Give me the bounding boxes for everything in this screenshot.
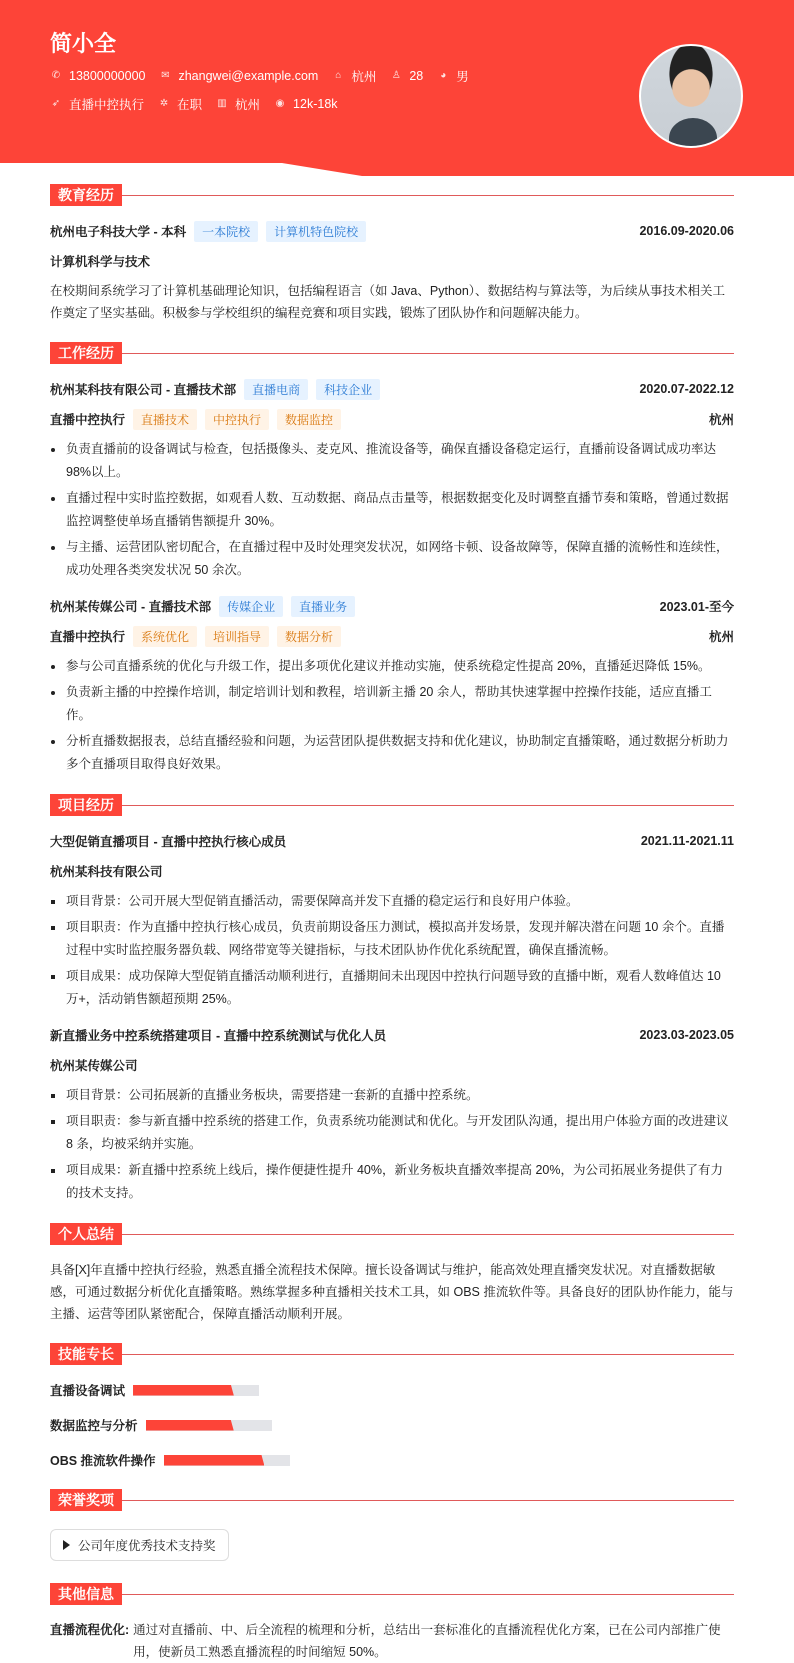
section-title: 技能专长: [50, 1343, 122, 1365]
divider: [122, 1594, 734, 1595]
skill-name: OBS 推流软件操作: [50, 1454, 156, 1468]
project-company: 杭州某科技有限公司: [50, 865, 163, 879]
triangle-icon: [63, 1540, 70, 1550]
send-icon: ➶: [51, 98, 61, 109]
mail-icon: ✉: [161, 70, 170, 81]
city: 杭州: [708, 413, 734, 427]
expected-salary: 12k-18k: [293, 97, 338, 111]
role-row: [50, 408, 734, 430]
phone: 13800000000: [69, 69, 146, 83]
target-city: 杭州: [235, 98, 261, 112]
tag: 直播电商: [244, 379, 308, 400]
section-awards: [50, 1489, 734, 1511]
project-company: 杭州某传媒公司: [50, 1059, 138, 1073]
bullet-list: [50, 655, 734, 776]
skill-bar: [164, 1455, 290, 1466]
location: 杭州: [351, 70, 377, 84]
bullet: 项目职责：作为直播中控执行核心成员，负责前期设备压力测试，模拟高并发场景，发现并解决潜在问题 10 余个。直播过程中实时监控服务器负载、网络带宽等关键指标，与技术团队协作优化系统配置，确保直播流畅。: [50, 916, 734, 962]
target-position: 直播中控执行: [69, 98, 145, 112]
skill-name: 数据监控与分析: [50, 1419, 138, 1433]
bullet: 项目背景：公司拓展新的直播业务板块，需要搭建一套新的直播中控系统。: [50, 1084, 734, 1107]
bullet: 项目职责：参与新直播中控系统的搭建工作，负责系统功能测试和优化。与开发团队沟通，提出用户体验方面的改进建议 8 条，均被采纳并实施。: [50, 1110, 734, 1156]
skill-tag: 数据分析: [277, 626, 341, 647]
award-item: [50, 1529, 229, 1561]
section-title: 工作经历: [50, 342, 122, 364]
other-item: [50, 1619, 734, 1663]
other-value: 通过对直播前、中、后全流程的梳理和分析，总结出一套标准化的直播流程优化方案，已在公司内部推广使用，使新员工熟悉直播流程的时间缩短 50%。: [133, 1623, 721, 1659]
job-intent-row: [50, 95, 352, 113]
role: 直播中控执行: [50, 630, 126, 644]
section-projects: [50, 794, 734, 816]
gender: 男: [456, 70, 469, 84]
skill-item: [50, 1449, 402, 1471]
skill-item: [50, 1414, 402, 1436]
divider: [122, 1354, 734, 1355]
gender-icon: ◕: [440, 70, 447, 81]
role-row: [50, 625, 734, 647]
work-header-row: [50, 595, 734, 617]
skill-tag: 系统优化: [133, 626, 197, 647]
bullet: 负责新主播的中控操作培训，制定培训计划和教程，培训新主播 20 余人，帮助其快速掌握中控操作技能，适应直播工作。: [50, 681, 734, 727]
project-header-row: [50, 1024, 734, 1046]
skill-tag: 中控执行: [205, 409, 269, 430]
section-education: [50, 184, 734, 206]
date: 2023.03-2023.05: [639, 1028, 734, 1042]
education-desc: 在校期间系统学习了计算机基础理论知识，包括编程语言（如 Java、Python）、数据结构与算法等，为后续从事技术相关工作奠定了坚实基础。积极参与学校组织的编程竞赛和项目实践，锻炼了团队协作和问题解决能力。: [50, 284, 726, 320]
bullet: 参与公司直播系统的优化与升级工作，提出多项优化建议并推动实施，使系统稳定性提高 20%，直播延迟降低 15%。: [50, 655, 734, 678]
project-header-row: [50, 830, 734, 852]
tag: 传媒企业: [219, 596, 283, 617]
major: 计算机科学与技术: [50, 255, 151, 269]
job-status: 在职: [177, 98, 203, 112]
skill-tag: 直播技术: [133, 409, 197, 430]
skill-bar-fill: [133, 1385, 234, 1396]
summary-text: 具备[X]年直播中控执行经验，熟悉直播全流程技术保障。擅长设备调试与维护，能高效处理直播突发状况。对直播数据敏感，可通过数据分析优化直播策略。熟练掌握多种直播相关技术工具，如 OBS 推流软件等。具备良好的团队协作能力，能与主播、运营等团队紧密配合，保障直播活动顺利开展。: [50, 1263, 734, 1321]
work-header-row: [50, 378, 734, 400]
project-company-row: [50, 860, 734, 882]
date: 2016.09-2020.06: [639, 224, 734, 238]
divider: [122, 353, 734, 354]
city: 杭州: [708, 630, 734, 644]
date: 2020.07-2022.12: [639, 382, 734, 396]
work-left: [50, 379, 380, 400]
section-title: 项目经历: [50, 794, 122, 816]
divider: [122, 195, 734, 196]
skill-tag: 培训指导: [205, 626, 269, 647]
bullet-list: [50, 890, 734, 1011]
divider: [122, 805, 734, 806]
bullet: 与主播、运营团队密切配合，在直播过程中及时处理突发状况，如网络卡顿、设备故障等，保障直播的流畅性和连续性，成功处理各类突发状况 50 余次。: [50, 536, 734, 582]
spacer: [50, 585, 734, 595]
role: 直播中控执行: [50, 413, 126, 427]
work-left: [50, 596, 355, 617]
project-name: 大型促销直播项目 - 直播中控执行核心成员: [50, 835, 287, 849]
home-icon: ⌂: [335, 70, 342, 81]
divider: [122, 1234, 734, 1235]
bullet: 项目背景：公司开展大型促销直播活动，需要保障高并发下直播的稳定运行和良好用户体验。: [50, 890, 734, 913]
bullet: 项目成果：新直播中控系统上线后，操作便捷性提升 40%，新业务板块直播效率提高 20%，为公司拓展业务提供了有力的技术支持。: [50, 1159, 734, 1205]
bullet-list: [50, 438, 734, 582]
avatar-photo: [639, 44, 743, 148]
company-name: 杭州某科技有限公司 - 直播技术部: [50, 383, 237, 397]
bullet: 项目成果：成功保障大型促销直播活动顺利进行，直播期间未出现因中控执行问题导致的直播中断，观看人数峰值达 10 万+，活动销售额超预期 25%。: [50, 965, 734, 1011]
resume-header: [0, 0, 794, 176]
bullet-list: [50, 1084, 734, 1205]
email: zhangwei@example.com: [178, 69, 319, 83]
status-icon: ✲: [159, 98, 169, 109]
section-title: 其他信息: [50, 1583, 122, 1605]
section-title: 个人总结: [50, 1223, 122, 1245]
phone-icon: ✆: [51, 70, 61, 81]
school-name: 杭州电子科技大学 - 本科: [50, 225, 187, 239]
skill-name: 直播设备调试: [50, 1384, 126, 1398]
divider: [122, 1500, 734, 1501]
role-left: [50, 409, 341, 430]
bullet: 分析直播数据报表，总结直播经验和问题，为运营团队提供数据支持和优化建议，协助制定直播策略，通过数据分析助力多个直播项目取得良好效果。: [50, 730, 734, 776]
tag: 计算机特色院校: [266, 221, 366, 242]
section-title: 荣誉奖项: [50, 1489, 122, 1511]
award-name: 公司年度优秀技术支持奖: [78, 1539, 216, 1553]
age-icon: ♙: [391, 70, 401, 81]
section-other: [50, 1583, 734, 1605]
skill-bar-fill: [164, 1455, 265, 1466]
tag: 直播业务: [291, 596, 355, 617]
company-name: 杭州某传媒公司 - 直播技术部: [50, 600, 212, 614]
building-icon: ▥: [217, 98, 227, 109]
bullet: 负责直播前的设备调试与检查，包括摄像头、麦克风、推流设备等，确保直播设备稳定运行，直播前设备调试成功率达 98%以上。: [50, 438, 734, 484]
skill-bar: [146, 1420, 272, 1431]
tag: 科技企业: [316, 379, 380, 400]
contact-row: [50, 67, 483, 85]
candidate-name: 简小全: [50, 31, 117, 56]
date: 2023.01-至今: [659, 600, 734, 614]
age: 28: [409, 69, 424, 83]
tag: 一本院校: [194, 221, 258, 242]
spacer: [50, 1014, 734, 1024]
other-key: 直播流程优化:: [50, 1623, 130, 1637]
skill-item: [50, 1379, 402, 1401]
skill-bar: [133, 1385, 259, 1396]
skill-tag: 数据监控: [277, 409, 341, 430]
bullet: 直播过程中实时监控数据，如观看人数、互动数据、商品点击量等，根据数据变化及时调整直播节奏和策略，曾通过数据监控调整使单场直播销售额提升 30%。: [50, 487, 734, 533]
project-company-row: [50, 1054, 734, 1076]
section-work: [50, 342, 734, 364]
salary-icon: ◉: [275, 98, 285, 109]
section-title: 教育经历: [50, 184, 122, 206]
date: 2021.11-2021.11: [640, 834, 734, 848]
role-left: [50, 626, 341, 647]
section-summary: [50, 1223, 734, 1245]
section-skills: [50, 1343, 734, 1365]
project-name: 新直播业务中控系统搭建项目 - 直播中控系统测试与优化人员: [50, 1029, 387, 1043]
skill-bar-fill: [146, 1420, 234, 1431]
